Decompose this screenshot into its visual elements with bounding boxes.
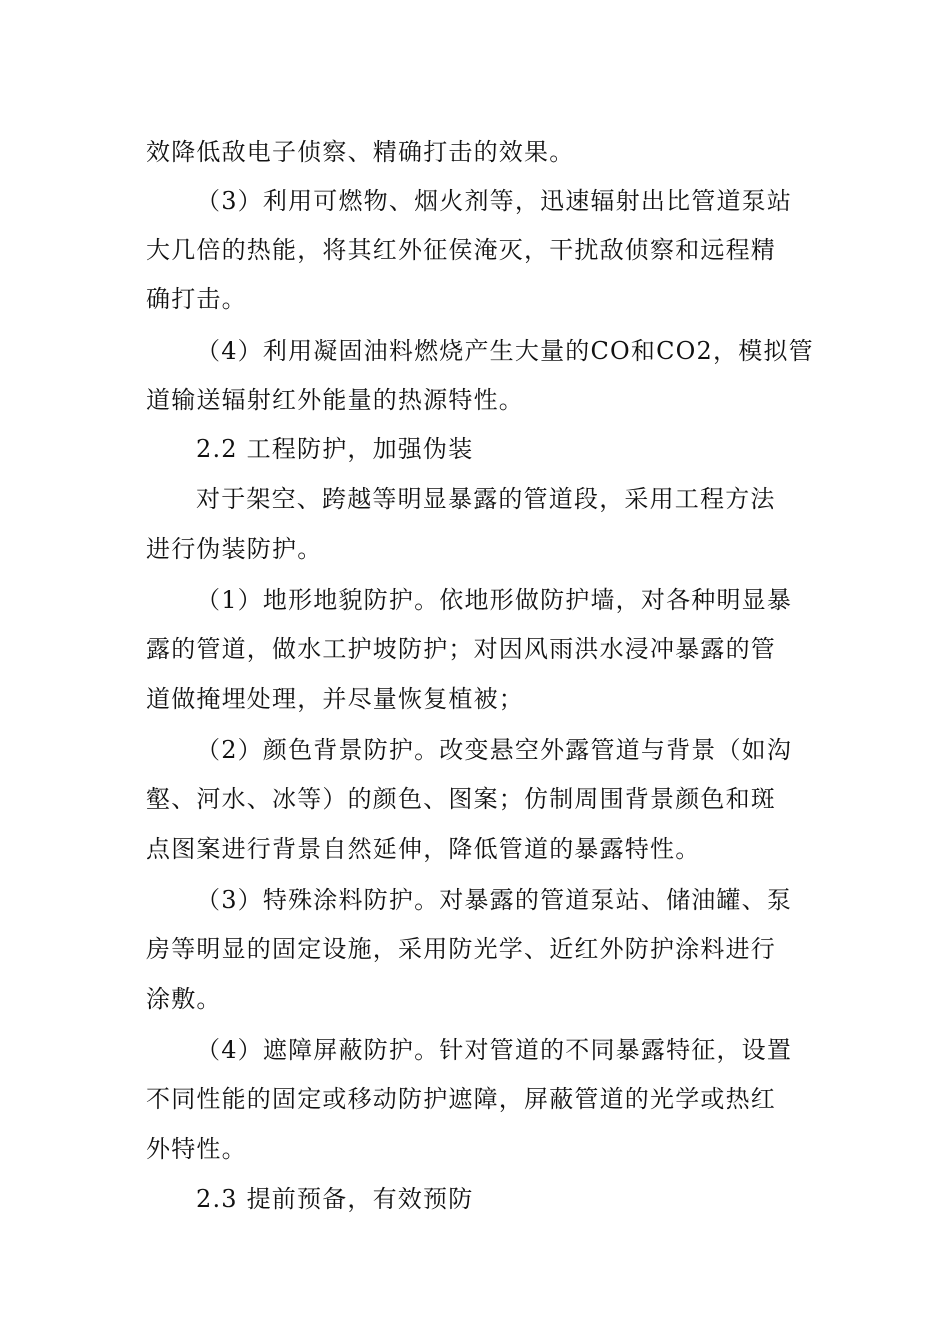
text-line: 不同性能的固定或移动防护遮障，屏蔽管道的光学或热红 [146,1085,776,1113]
text-line: （1）地形地貌防护。依地形做防护墙，对各种明显暴 [196,586,793,614]
text-line: 大几倍的热能，将其红外征侯淹灭，干扰敌侦察和远程精 [146,236,776,264]
text-line: 道输送辐射红外能量的热源特性。 [146,386,524,414]
text-line: 效降低敌电子侦察、精确打击的效果。 [146,138,575,166]
text-line: 点图案进行背景自然延伸，降低管道的暴露特性。 [146,835,701,863]
text-line: 进行伪装防护。 [146,535,323,563]
text-line: （4）利用凝固油料燃烧产生大量的CO和CO2，模拟管 [196,337,814,365]
text-line: 涂敷。 [146,985,222,1013]
text-line: （3）特殊涂料防护。对暴露的管道泵站、储油罐、泵 [196,886,793,914]
text-line: 确打击。 [146,285,247,313]
text-line: 外特性。 [146,1135,247,1163]
text-line: 露的管道，做水工护坡防护；对因风雨洪水浸冲暴露的管 [146,635,776,663]
text-line: 房等明显的固定设施，采用防光学、近红外防护涂料进行 [146,935,776,963]
text-line: 壑、河水、冰等）的颜色、图案；仿制周围背景颜色和斑 [146,785,776,813]
text-line: （4）遮障屏蔽防护。针对管道的不同暴露特征，设置 [196,1036,793,1064]
section-heading: 2.2 工程防护，加强伪装 [196,435,474,463]
section-heading: 2.3 提前预备，有效预防 [196,1185,474,1213]
text-line: 道做掩埋处理，并尽量恢复植被； [146,685,524,713]
text-line: 对于架空、跨越等明显暴露的管道段，采用工程方法 [196,485,776,513]
text-line: （2）颜色背景防护。改变悬空外露管道与背景（如沟 [196,736,793,764]
text-line: （3）利用可燃物、烟火剂等，迅速辐射出比管道泵站 [196,187,793,215]
